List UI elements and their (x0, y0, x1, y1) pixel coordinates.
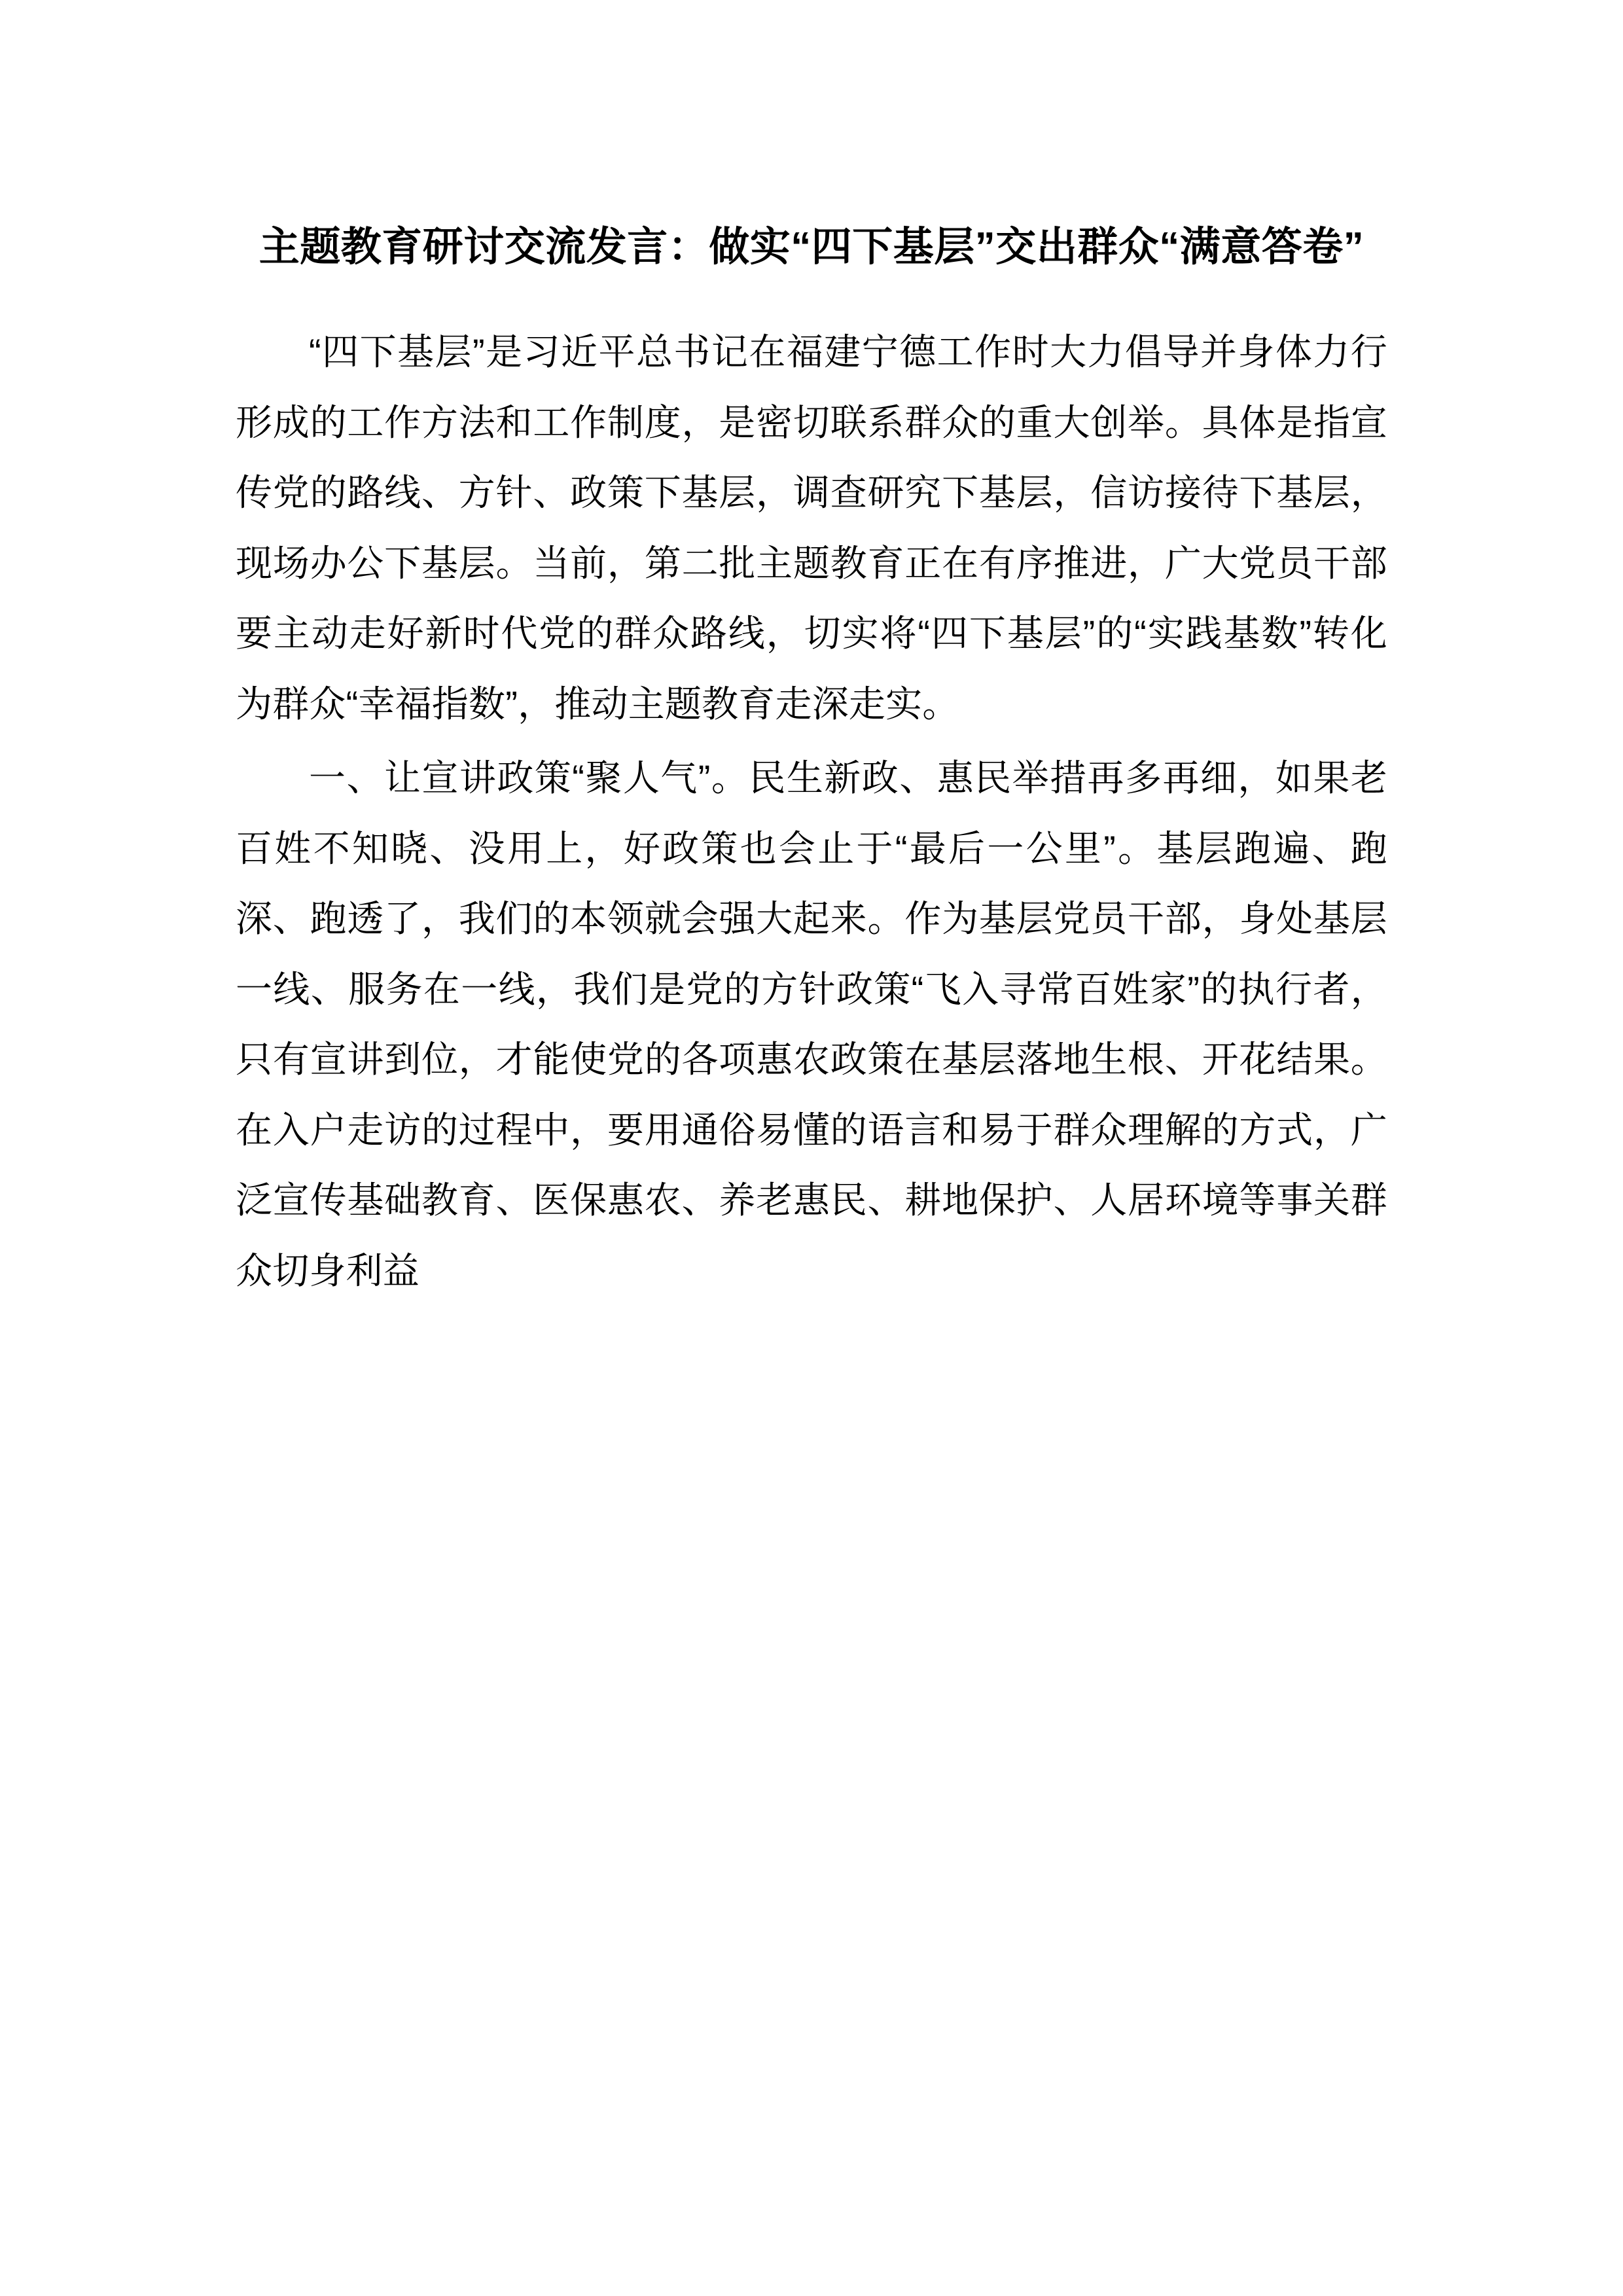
paragraph-section-one: 一、让宣讲政策“聚人气”。民生新政、惠民举措再多再细，如果老百姓不知晓、没用上，好政策也会止于“最后一公里”。基层跑遍、跑深、跑透了，我们的本领就会强大起来。作为基层党员干部，身处基层一线、服务在一线，我们是党的方针政策“飞入寻常百姓家”的执行者，只有宣讲到位，才能使党的各项惠农政策在基层落地生根、开花结果。在入户走访的过程中，要用通俗易懂的语言和易于群众理解的方式，广泛宣传基础教育、医保惠农、养老惠民、耕地保护、人居环境等事关群众切身利益 (236, 757, 1387, 1291)
paragraph-intro: “四下基层”是习近平总书记在福建宁德工作时大力倡导并身体力行形成的工作方法和工作制度，是密切联系群众的重大创举。具体是指宣传党的路线、方针、政策下基层，调查研究下基层，信访接待下基层，现场办公下基层。当前，第二批主题教育正在有序推进，广大党员干部要主动走好新时代党的群众路线，切实将“四下基层”的“实践基数”转化为群众“幸福指数”，推动主题教育走深走实。 (236, 331, 1387, 725)
page-title: 主题教育研讨交流发言：做实“四下基层”交出群众“满意答卷” (259, 224, 1364, 270)
